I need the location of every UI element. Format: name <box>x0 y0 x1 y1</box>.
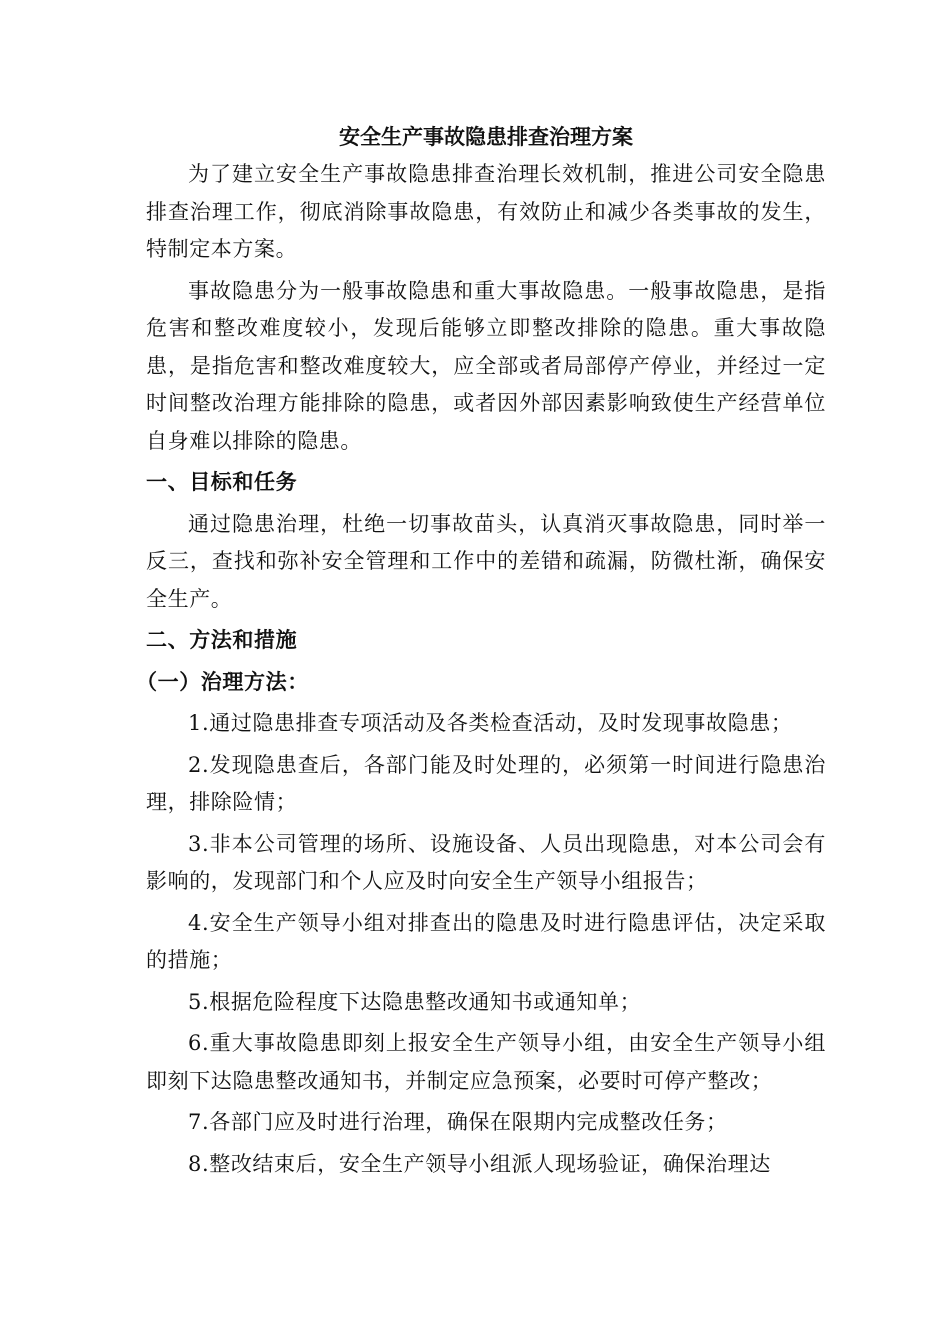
intro-paragraph-2: 事故隐患分为一般事故隐患和重大事故隐患。一般事故隐患，是指危害和整改难度较小，发现后能够立即整改排除的隐患。重大事故隐患，是指危害和整改难度较大，应全部或者局部停产停业，并经过一定时间整改治理方能排除的隐患，或者因外部因素影响致使生产经营单位自身难以排除的隐患。 <box>146 278 826 453</box>
list-item: 8.整改结束后，安全生产领导小组派人现场验证，确保治理达 <box>188 1151 771 1176</box>
section-heading-methods: 二、方法和措施 <box>146 628 298 652</box>
list-item: 1.通过隐患排查专项活动及各类检查活动，及时发现事故隐患； <box>188 711 793 735</box>
list-item: 7.各部门应及时进行治理，确保在限期内完成整改任务； <box>188 1110 728 1134</box>
list-item: 6.重大事故隐患即刻上报安全生产领导小组，由安全生产领导小组即刻下达隐患整改通知书，并制定应急预案，必要时可停产整改； <box>146 1031 826 1093</box>
list-item: 4.安全生产领导小组对排查出的隐患及时进行隐患评估，决定采取的措施； <box>146 910 826 972</box>
list-item: 3.非本公司管理的场所、设施设备、人员出现隐患，对本公司会有影响的，发现部门和个人应及时向安全生产领导小组报告； <box>146 831 826 893</box>
list-item: 2.发现隐患查后，各部门能及时处理的，必须第一时间进行隐患治理，排除险情； <box>146 752 826 814</box>
section-goals-text: 通过隐患治理，杜绝一切事故苗头，认真消灭事故隐患，同时举一反三，查找和弥补安全管理和工作中的差错和疏漏，防微杜渐，确保安全生产。 <box>146 511 826 611</box>
document-title: 安全生产事故隐患排查治理方案 <box>339 125 633 149</box>
section-heading-goals: 一、目标和任务 <box>146 470 298 494</box>
document-body <box>136 118 826 1183</box>
subsection-heading-treatment: （一）治理方法： <box>136 669 309 694</box>
intro-paragraph-1: 为了建立安全生产事故隐患排查治理长效机制，推进公司安全隐患排查治理工作，彻底消除事故隐患，有效防止和减少各类事故的发生，特制定本方案。 <box>146 162 826 261</box>
list-item: 5.根据危险程度下达隐患整改通知书或通知单； <box>188 989 642 1014</box>
